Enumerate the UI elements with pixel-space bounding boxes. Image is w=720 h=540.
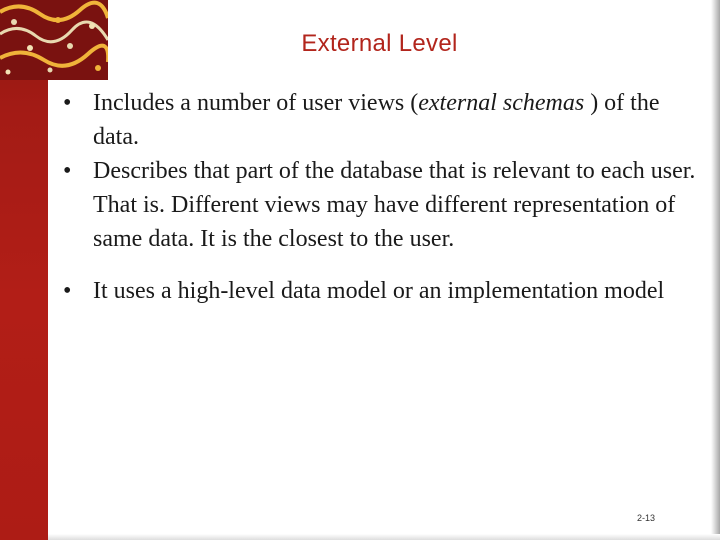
page-number: 2-13 <box>637 513 656 523</box>
slide-title: External Level <box>301 30 458 57</box>
bullet-list <box>63 86 703 308</box>
bullet-text-italic: external schemas <box>418 90 585 116</box>
bullet-text: It uses a high-level data model or an implementation model <box>93 278 665 304</box>
bullet-text-part: ) of the data. <box>93 90 660 150</box>
bottom-shadow <box>48 534 720 540</box>
bullet-item <box>63 274 703 308</box>
bullet-icon: • <box>63 90 72 116</box>
bullet-icon: • <box>63 278 72 304</box>
right-shadow-edge <box>711 0 720 540</box>
bullet-item <box>63 86 703 154</box>
bullet-text-part: Includes a number of user views ( <box>93 90 419 116</box>
decorative-side-band <box>0 0 48 540</box>
bullet-item <box>63 154 703 256</box>
bullet-text: Describes that part of the database that is relevant to each user. That is. Different views may have different representation of same data. It is the closest to the user. <box>93 158 696 252</box>
bullet-icon: • <box>63 158 72 184</box>
